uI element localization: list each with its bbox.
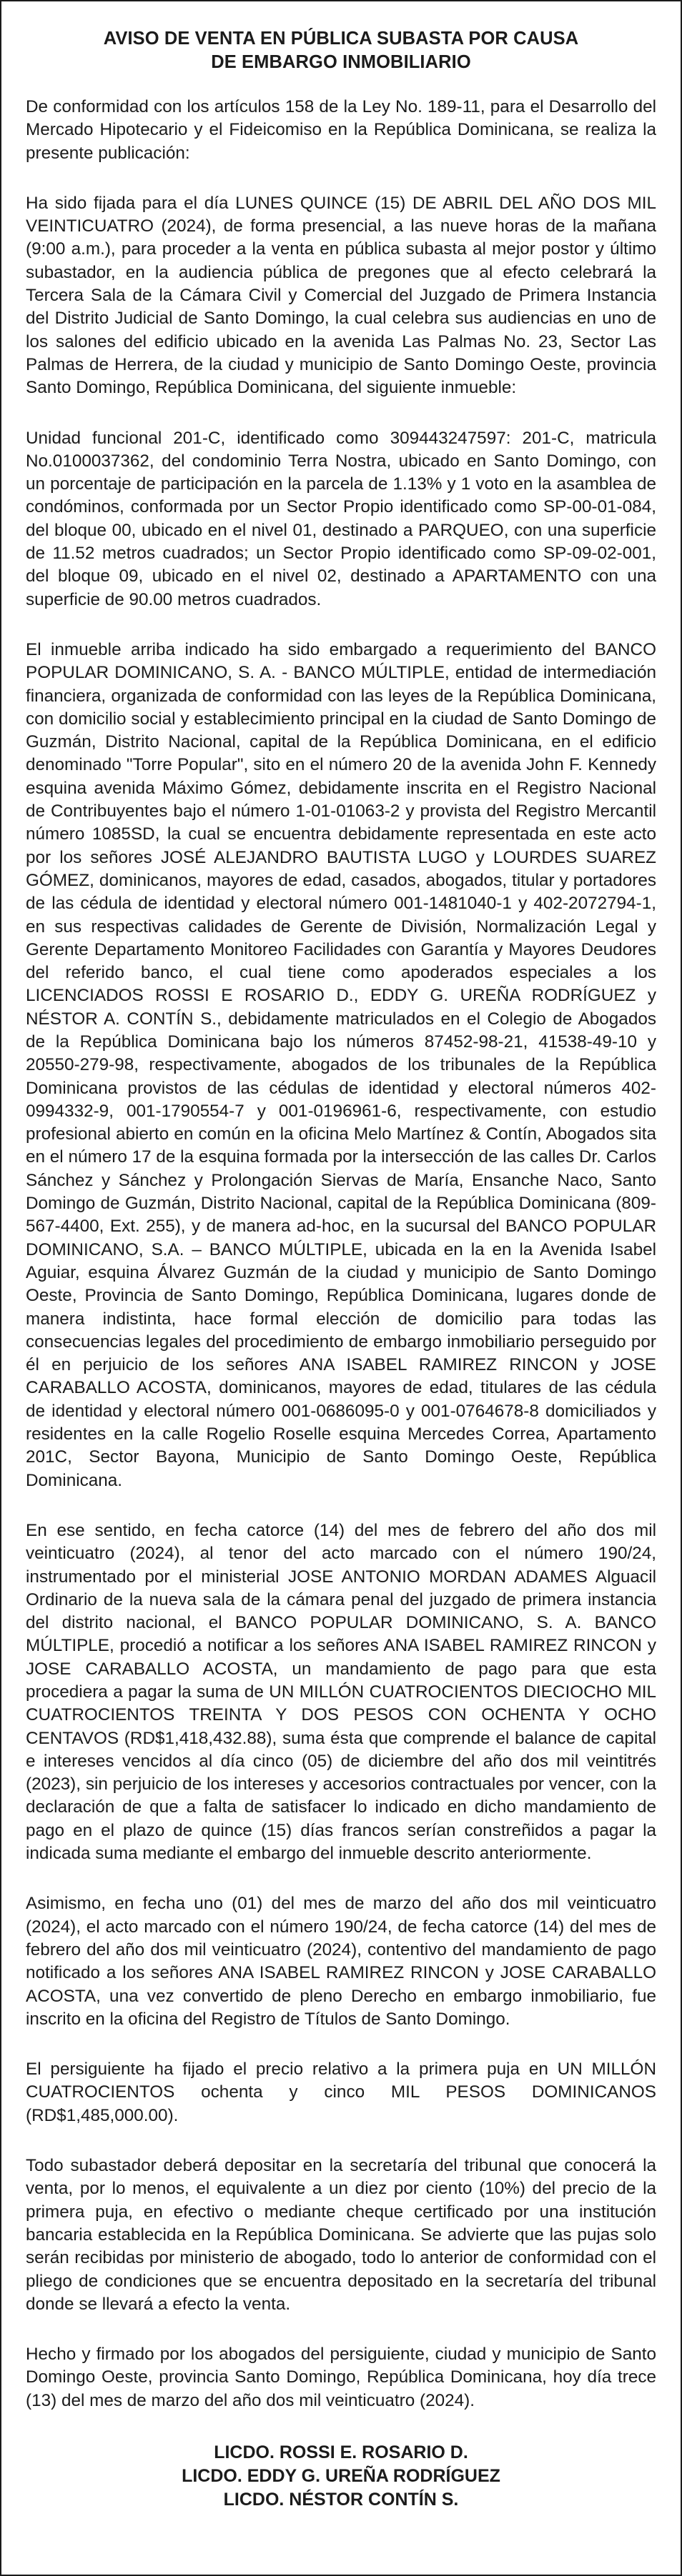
paragraph-auction-date: Ha sido fijada para el día LUNES QUINCE (15) DE ABRIL DEL AÑO DOS MIL VEINTICUATRO (2024), de forma presencial, a las nueve horas de la mañana (9:00 a.m.), para proceder a la venta en pública subasta al mejor postor y último subastador, en la audiencia pública de pregones que al efecto celebrará la Tercera Sala de la Cámara Civil y Comercial del Juzgado de Primera Instancia del Distrito Judicial de Santo Domingo, la cual celebra sus audiencias en uno de los salones del edificio ubicado en la avenida Las Palmas No. 23, Sector Las Palmas de Herrera, de la ciudad y municipio de Santo Domingo Oeste, provincia Santo Domingo, República Dominicana, del siguiente inmueble: (26, 193, 656, 398)
paragraph-property-description: Unidad funcional 201-C, identificado como 309443247597: 201-C, matricula No.0100037362, del condominio Terra Nostra, ubicado en Santo Domingo, con un porcentaje de participación en la parcela de 1.13% y 1 voto en la asamblea de condóminos, conformada por un Sector Propio identificado como SP-00-01-084, del bloque 00, ubicado en el nivel 01, destinado a PARQUEO, con una superficie de 11.52 metros cuadrados; un Sector Propio identificado como SP-09-02-001, del bloque 09, ubicado en el nivel 02, destinado a APARTAMENTO con una superficie de 90.00 metros cuadrados. (26, 428, 656, 609)
paragraph-bidder-deposit: Todo subastador deberá depositar en la secretaría del tribunal que conocerá la venta, por lo menos, el equivalente a un diez por ciento (10%) del precio de la primera puja, en efectivo o mediante cheque certificado por una institución bancaria establecida en la República Dominicana. Se advierte que las pujas solo serán recibidas por ministerio de abogado, todo lo anterior de conformidad con el pliego de condiciones que se encuentra depositado en la secretaría del tribunal donde se llevará a efecto la venta. (26, 2156, 656, 2314)
signature-line-1: LICDO. ROSSI E. ROSARIO D. (214, 2442, 468, 2463)
paragraph-seizing-party: El inmueble arriba indicado ha sido embargado a requerimiento del BANCO POPULAR DOMINICANO, S. A. - BANCO MÚLTIPLE, entidad de intermediación financiera, organizada de conformidad con las leyes de la República Dominicana, con domicilio social y establecimiento principal en la ciudad de Santo Domingo de Guzmán, Distrito Nacional, capital de la República Dominicana, en el edificio denominado "Torre Popular", sito en el número 20 de la avenida John F. Kennedy esquina avenida Máximo Gómez, debidamente inscrita en el Registro Nacional de Contribuyentes bajo el número 1-01-01063-2 y provista del Registro Mercantil número 1085SD, la cual se encuentra debidamente representada en este acto por los señores JOSÉ ALEJANDRO BAUTISTA LUGO y LOURDES SUAREZ GÓMEZ, dominicanos, mayores de edad, casados, abogados, titular y portadores de las cédula de identidad y electoral número 001-1481040-1 y 402-2072794-1, en sus respectivas calidades de Gerente de División, Normalización Legal y Gerente Departamento Monitoreo Facilidades con Garantía y Mayores Deudores del referido banco, el cual tiene como apoderados especiales a los LICENCIADOS ROSSI E ROSARIO D., EDDY G. UREÑA RODRÍGUEZ y NÉSTOR A. CONTÍN S., debidamente matriculados en el Colegio de Abogados de la República Dominicana bajo los números 87452-98-21, 41538-49-10 y 20550-279-98, respectivamente, abogados de los tribunales de la República Dominicana provistos de las cédulas de identidad y electoral números 402-0994332-9, 001-1790554-7 y 001-0196961-6, respectivamente, con estudio profesional abierto en común en la oficina Melo Martínez & Contín, Abogados sita en el número 17 de la esquina formada por la intersección de las calles Dr. Carlos Sánchez y Sánchez y Prolongación Siervas de María, Ensanche Naco, Santo Domingo de Guzmán, Distrito Nacional, capital de la República Dominicana (809-567-4400, Ext. 255), y de manera ad-hoc, en la sucursal del BANCO POPULAR DOMINICANO, S.A. – BANCO MÚLTIPLE, ubicada en la en la Avenida Isabel Aguiar, esquina Álvarez Guzmán de la ciudad y municipio de Santo Domingo Oeste, Provincia de Santo Domingo, República Dominicana, lugares donde de manera indistinta, hace formal elección de domicilio para todas las consecuencias legales del procedimiento de embargo inmobiliario perseguido por él en perjuicio de los señores ANA ISABEL RAMIREZ RINCON y JOSE CARABALLO ACOSTA, dominicanos, mayores de edad, titulares de las cédula de identidad y electoral número 001-0686095-0 y 001-0764678-8 domiciliados y residentes en la calle Rogelio Roselle esquina Mercedes Correa, Apartamento 201C, Sector Bayona, Municipio de Santo Domingo Oeste, República Dominicana. (26, 639, 656, 1490)
signature-block (26, 2441, 656, 2512)
paragraph-registration: Asimismo, en fecha uno (01) del mes de marzo del año dos mil veinticuatro (2024), el acto marcado con el número 190/24, de fecha catorce (14) del mes de febrero del año dos mil veinticuatro (2024), contentivo del mandamiento de pago notificado a los señores ANA ISABEL RAMIREZ RINCON y JOSE CARABALLO ACOSTA, una vez convertido de pleno Derecho en embargo inmobiliario, fue inscrito en la oficina del Registro de Títulos de Santo Domingo. (26, 1894, 656, 2029)
notice-title-line-1: AVISO DE VENTA EN PÚBLICA SUBASTA POR CAUSA (103, 29, 579, 49)
notice-title (26, 27, 656, 74)
paragraph-first-bid-price: El persiguiente ha fijado el precio relativo a la primera puja en UN MILLÓN CUATROCIENTOS ochenta y cinco MIL PESOS DOMINICANOS (RD$1,485,000.00). (26, 2060, 656, 2125)
notice-title-line-2: DE EMBARGO INMOBILIARIO (211, 52, 471, 72)
paragraph-signed-by: Hecho y firmado por los abogados del persiguiente, ciudad y municipio de Santo Domingo Oeste, provincia Santo Domingo, República Dominicana, hoy día trece (13) del mes de marzo del año dos mil veinticuatro (2024). (26, 2345, 656, 2410)
signature-line-3: LICDO. NÉSTOR CONTÍN S. (223, 2490, 459, 2510)
paragraph-legal-basis: De conformidad con los artículos 158 de la Ley No. 189-11, para el Desarrollo del Mercado Hipotecario y el Fideicomiso en la República Dominicana, se realiza la presente publicación: (26, 97, 656, 163)
signature-line-2: LICDO. EDDY G. UREÑA RODRÍGUEZ (182, 2466, 500, 2487)
paragraph-payment-order: En ese sentido, en fecha catorce (14) del mes de febrero del año dos mil veinticuatro (2024), al tenor del acto marcado con el número 190/24, instrumentado por el ministerial JOSE ANTONIO MORDAN ADAMES Alguacil Ordinario de la nueva sala de la cámara penal del juzgado de primera instancia del distrito nacional, el BANCO POPULAR DOMINICANO, S. A. BANCO MÚLTIPLE, procedió a notificar a los señores ANA ISABEL RAMIREZ RINCON y JOSE CARABALLO ACOSTA, un mandamiento de pago para que esta procediera a pagar la suma de UN MILLÓN CUATROCIENTOS DIECIOCHO MIL CUATROCIENTOS TREINTA Y DOS PESOS CON OCHENTA Y OCHO CENTAVOS (RD$1,418,432.88), suma ésta que comprende el balance de capital e intereses vencidos al día cinco (05) de diciembre del año dos mil veintitrés (2023), sin perjuicio de los intereses y accesorios contractuales por vencer, con la declaración de que a falta de satisfacer lo indicado en dicho mandamiento de pago en el plazo de quince (15) días francos serían constreñidos a pagar la indicada suma mediante el embargo del inmueble descrito anteriormente. (26, 1520, 656, 1864)
